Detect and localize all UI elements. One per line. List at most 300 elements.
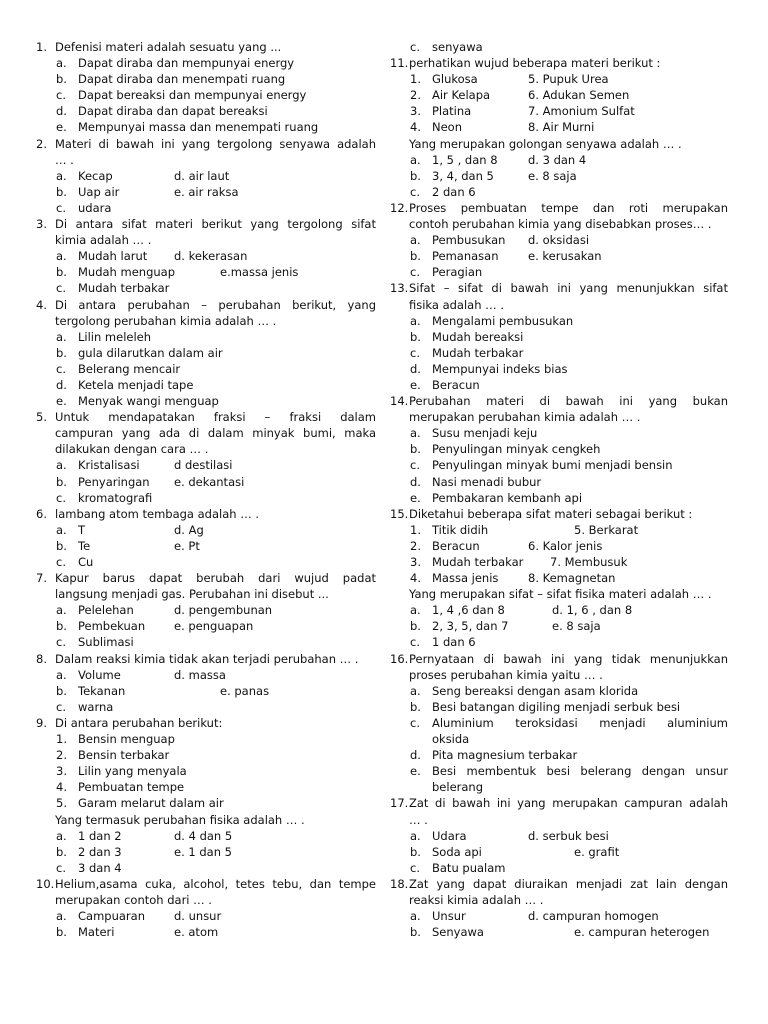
question-text: perhatikan wujud beberapa materi berikut : bbox=[409, 56, 661, 71]
option-text-second-column: e. penguapan bbox=[174, 619, 254, 634]
question-number: 6. bbox=[36, 506, 47, 521]
option-marker: a. bbox=[410, 313, 421, 328]
question-stem bbox=[36, 39, 376, 55]
option-text: Tekanan bbox=[78, 683, 126, 698]
option-marker: e. bbox=[410, 764, 421, 779]
answer-option bbox=[36, 184, 376, 200]
answer-option bbox=[390, 908, 728, 924]
option-text: Campuaran bbox=[78, 909, 145, 924]
option-text-second-column: e. atom bbox=[174, 925, 219, 940]
question-text: Untuk mendapatakan fraksi – fraksi dalam bbox=[55, 410, 376, 425]
option-text-second-column: d. Ag bbox=[174, 522, 204, 537]
option-text-second-column: 5. Pupuk Urea bbox=[528, 72, 609, 87]
option-marker: b. bbox=[56, 474, 67, 489]
option-text: Mempunyai massa dan menempati ruang bbox=[78, 120, 319, 135]
option-text: Pelelehan bbox=[78, 603, 134, 618]
answer-option bbox=[36, 329, 376, 345]
option-marker: b. bbox=[410, 168, 421, 183]
option-marker: b. bbox=[410, 329, 421, 344]
option-text: 3 dan 4 bbox=[78, 860, 122, 875]
question-text: Sifat – sifat di bawah ini yang menunjukkan sifat bbox=[409, 281, 728, 296]
answer-option bbox=[390, 763, 728, 779]
answer-option bbox=[36, 860, 376, 876]
option-marker: b. bbox=[56, 345, 67, 360]
question-text: contoh perubahan kimia yang disebabkan proses… . bbox=[409, 217, 712, 232]
option-text: Platina bbox=[432, 104, 472, 119]
option-text: 2 dan 3 bbox=[78, 844, 122, 859]
question-text: lambang atom tembaga adalah … . bbox=[55, 506, 260, 521]
option-marker: c. bbox=[56, 860, 66, 875]
option-text-second-column: d. air laut bbox=[174, 168, 230, 183]
option-marker: e. bbox=[56, 394, 67, 409]
answer-option bbox=[36, 200, 376, 216]
answer-option bbox=[36, 731, 376, 747]
answer-option bbox=[36, 554, 376, 570]
answer-option bbox=[390, 329, 728, 345]
option-text: Nasi menadi bubur bbox=[432, 474, 542, 489]
question-stem bbox=[390, 280, 728, 296]
option-text: Mempunyai indeks bias bbox=[432, 361, 568, 376]
option-marker: b. bbox=[56, 925, 67, 940]
option-marker: a. bbox=[56, 909, 67, 924]
question-number: 14. bbox=[390, 394, 409, 409]
question-number: 4. bbox=[36, 297, 47, 312]
question-stem bbox=[390, 393, 728, 409]
option-text: Mudah terbakar bbox=[432, 345, 524, 360]
answer-option bbox=[36, 747, 376, 763]
question-number: 2. bbox=[36, 136, 47, 151]
question-text: reaksi kimia adalah … . bbox=[409, 892, 544, 907]
answer-option bbox=[36, 683, 376, 699]
answer-option bbox=[390, 232, 728, 248]
option-marker: a. bbox=[56, 828, 67, 843]
question-text: Yang termasuk perubahan fisika adalah … . bbox=[55, 812, 305, 827]
option-text-second-column: d. massa bbox=[174, 667, 226, 682]
answer-option bbox=[36, 490, 376, 506]
option-text-second-column: d. oksidasi bbox=[528, 233, 590, 248]
option-marker: 1. bbox=[410, 72, 421, 87]
question-number: 17. bbox=[390, 796, 409, 811]
question-text: dilakukan dengan cara … . bbox=[55, 442, 209, 457]
question-stem bbox=[36, 136, 376, 152]
option-marker: e. bbox=[56, 120, 67, 135]
question-number: 1. bbox=[36, 40, 47, 54]
answer-option bbox=[390, 683, 728, 699]
option-marker: b. bbox=[410, 249, 421, 264]
option-marker: a. bbox=[56, 329, 67, 344]
option-text-second-column: 7. Membusuk bbox=[550, 555, 628, 569]
option-marker: c. bbox=[410, 265, 420, 280]
option-text: 1, 5 , dan 8 bbox=[432, 152, 498, 167]
option-marker: c. bbox=[56, 361, 66, 376]
option-text: Senyawa bbox=[432, 925, 484, 940]
option-text: Neon bbox=[432, 120, 463, 135]
answer-option bbox=[36, 538, 376, 554]
question-text: … . bbox=[55, 152, 74, 167]
option-text-second-column: 6. Kalor jenis bbox=[528, 538, 603, 553]
answer-option bbox=[390, 602, 728, 618]
question-stem-continuation bbox=[390, 409, 728, 425]
option-text: Dapat diraba dan dapat bereaksi bbox=[78, 104, 268, 119]
question-stem-continuation bbox=[36, 232, 376, 248]
option-marker: d. bbox=[410, 748, 421, 763]
option-marker: a. bbox=[56, 522, 67, 537]
answer-option bbox=[390, 699, 728, 715]
option-text-second-column: e. air raksa bbox=[174, 184, 239, 199]
option-text: Glukosa bbox=[432, 72, 478, 87]
answer-option bbox=[390, 457, 728, 473]
option-text-second-column: e. grafit bbox=[574, 844, 620, 859]
option-text: 2, 3, 5, dan 7 bbox=[432, 619, 509, 634]
question-stem bbox=[390, 55, 728, 71]
option-marker: 3. bbox=[410, 555, 421, 569]
answer-option bbox=[36, 168, 376, 184]
option-marker: 1. bbox=[56, 732, 67, 747]
option-text: Lilin meleleh bbox=[78, 329, 152, 344]
option-text: Beracun bbox=[432, 538, 480, 553]
option-text: Air Kelapa bbox=[432, 88, 491, 103]
option-marker: 3. bbox=[410, 104, 421, 119]
answer-option bbox=[390, 618, 728, 634]
option-text-second-column: e. Pt bbox=[174, 538, 200, 553]
answer-option bbox=[36, 103, 376, 119]
option-text: 3, 4, dan 5 bbox=[432, 168, 494, 183]
option-marker: b. bbox=[410, 844, 421, 859]
option-text: Dapat diraba dan menempati ruang bbox=[78, 72, 286, 87]
option-text: Mudah bereaksi bbox=[432, 329, 524, 344]
option-text: gula dilarutkan dalam air bbox=[78, 345, 223, 360]
answer-option bbox=[36, 361, 376, 377]
question-stem-continuation bbox=[36, 152, 376, 168]
question-text: Yang merupakan sifat – sifat fisika materi adalah … . bbox=[409, 587, 712, 602]
option-text: Penyulingan minyak bumi menjadi bensin bbox=[432, 458, 673, 473]
option-text-second-column: e.massa jenis bbox=[220, 265, 299, 280]
question-text: Defenisi materi adalah sesuatu yang ... bbox=[55, 40, 282, 54]
option-marker: d. bbox=[410, 361, 421, 376]
question-stem-continuation bbox=[36, 313, 376, 329]
option-marker: c. bbox=[410, 860, 420, 875]
question-number: 3. bbox=[36, 217, 47, 232]
question-stem bbox=[390, 876, 728, 892]
option-marker: b. bbox=[56, 72, 67, 87]
question-text: Pernyataan di bawah ini yang tidak menunjukkan bbox=[409, 651, 728, 666]
question-stem bbox=[390, 651, 728, 667]
answer-option bbox=[36, 248, 376, 264]
answer-option bbox=[36, 924, 376, 940]
answer-option bbox=[390, 345, 728, 361]
answer-option bbox=[390, 103, 728, 119]
answer-option bbox=[390, 152, 728, 168]
option-marker: a. bbox=[410, 909, 421, 924]
option-marker: a. bbox=[56, 603, 67, 618]
option-text-second-column: d. 4 dan 5 bbox=[174, 828, 233, 843]
option-text-second-column: e. campuran heterogen bbox=[574, 925, 710, 940]
option-text: Beracun bbox=[432, 377, 480, 392]
option-marker: a. bbox=[410, 828, 421, 843]
option-text: Dapat diraba dan mempunyai energy bbox=[78, 56, 295, 71]
option-marker: d. bbox=[56, 104, 67, 119]
answer-option bbox=[36, 667, 376, 683]
option-text: Menyak wangi menguap bbox=[78, 394, 219, 409]
option-marker: 1. bbox=[410, 522, 421, 537]
answer-option bbox=[390, 860, 728, 876]
option-text: udara bbox=[78, 200, 112, 215]
question-stem-continuation bbox=[390, 136, 728, 152]
question-stem-continuation bbox=[36, 586, 376, 602]
answer-option bbox=[36, 393, 376, 409]
option-text: Bensin menguap bbox=[78, 732, 175, 747]
answer-option bbox=[36, 828, 376, 844]
answer-option bbox=[390, 490, 728, 506]
question-stem-continuation bbox=[390, 667, 728, 683]
option-marker: c. bbox=[56, 281, 66, 296]
option-text: Peragian bbox=[432, 265, 483, 280]
option-text-second-column: e. 8 saja bbox=[528, 168, 577, 183]
option-text-second-column: d. 3 dan 4 bbox=[528, 152, 587, 167]
option-text: warna bbox=[78, 699, 114, 714]
option-text-second-column: d. serbuk besi bbox=[528, 828, 609, 843]
option-text: Cu bbox=[78, 555, 94, 569]
answer-option bbox=[36, 795, 376, 811]
answer-option bbox=[390, 313, 728, 329]
option-marker: b. bbox=[56, 844, 67, 859]
answer-option bbox=[390, 634, 728, 650]
option-text: Penyaringan bbox=[78, 474, 150, 489]
question-number: 7. bbox=[36, 571, 47, 586]
question-stem-continuation bbox=[390, 586, 728, 602]
option-marker: c. bbox=[56, 555, 66, 569]
option-marker: a. bbox=[56, 249, 67, 264]
answer-option bbox=[390, 828, 728, 844]
option-text: Sublimasi bbox=[78, 635, 134, 650]
option-text: Penyulingan minyak cengkeh bbox=[432, 442, 601, 457]
question-text: Perubahan materi di bawah ini yang bukan bbox=[409, 394, 728, 409]
option-text: Besi membentuk besi belerang dengan unsur bbox=[432, 764, 728, 779]
option-text: Aluminium teroksidasi menjadi aluminium bbox=[432, 715, 728, 730]
option-text: Garam melarut dalam air bbox=[78, 796, 224, 811]
question-number: 16. bbox=[390, 651, 409, 666]
option-text: Lilin yang menyala bbox=[78, 764, 187, 779]
answer-option bbox=[390, 779, 728, 795]
question-text: Di antara perubahan – perubahan berikut, yang bbox=[55, 297, 376, 312]
option-text: kromatografi bbox=[78, 490, 153, 505]
question-text: Zat di bawah ini yang merupakan campuran adalah bbox=[409, 796, 728, 811]
option-text: Mudah terbakar bbox=[78, 281, 170, 296]
question-stem bbox=[36, 409, 376, 425]
option-text-second-column: e. kerusakan bbox=[528, 249, 602, 264]
answer-option bbox=[390, 425, 728, 441]
option-text: 1 dan 6 bbox=[432, 635, 476, 650]
option-text-second-column: d. unsur bbox=[174, 909, 222, 924]
option-text-second-column: e. dekantasi bbox=[174, 474, 245, 489]
question-text: kimia adalah … . bbox=[55, 233, 152, 248]
question-text: fisika adalah … . bbox=[409, 297, 504, 312]
answer-option bbox=[36, 345, 376, 361]
option-marker: 4. bbox=[410, 571, 421, 586]
question-stem-continuation bbox=[36, 892, 376, 908]
option-marker: c. bbox=[410, 345, 420, 360]
question-text: Di antara perubahan berikut: bbox=[55, 715, 223, 730]
option-text: 2 dan 6 bbox=[432, 184, 476, 199]
left-column bbox=[36, 39, 376, 940]
answer-option bbox=[390, 715, 728, 731]
answer-option bbox=[390, 377, 728, 393]
question-text: tergolong perubahan kimia adalah … . bbox=[55, 313, 277, 328]
option-marker: 4. bbox=[410, 120, 421, 135]
option-marker: e. bbox=[410, 490, 421, 505]
question-text: Proses pembuatan tempe dan roti merupakan bbox=[409, 200, 728, 215]
option-text: Seng bereaksi dengan asam klorida bbox=[432, 683, 639, 698]
question-stem-continuation bbox=[390, 216, 728, 232]
option-marker: a. bbox=[410, 603, 421, 618]
option-text-second-column: d. pengembunan bbox=[174, 603, 273, 618]
question-stem bbox=[36, 876, 376, 892]
answer-option bbox=[36, 55, 376, 71]
option-text: Batu pualam bbox=[432, 860, 506, 875]
option-marker: a. bbox=[56, 168, 67, 183]
option-text: Kecap bbox=[78, 168, 113, 183]
option-marker: c. bbox=[56, 490, 66, 505]
answer-option bbox=[390, 168, 728, 184]
answer-option bbox=[36, 699, 376, 715]
option-text: Soda api bbox=[432, 844, 482, 859]
option-text: Pembakaran kembanh api bbox=[432, 490, 583, 505]
option-text: Belerang mencair bbox=[78, 361, 181, 376]
question-stem-continuation bbox=[36, 441, 376, 457]
question-text: Diketahui beberapa sifat materi sebagai berikut : bbox=[409, 506, 693, 521]
option-text-second-column: 6. Adukan Semen bbox=[528, 88, 630, 103]
answer-option bbox=[36, 119, 376, 135]
question-text: Kapur barus dapat berubah dari wujud padat bbox=[55, 571, 376, 586]
option-text-second-column: d. campuran homogen bbox=[528, 909, 659, 924]
option-text-second-column: 5. Berkarat bbox=[574, 522, 639, 537]
option-marker: a. bbox=[56, 458, 67, 473]
option-text: Mudah terbakar bbox=[432, 555, 524, 569]
question-text: Yang merupakan golongan senyawa adalah … . bbox=[409, 136, 682, 151]
option-marker: b. bbox=[410, 699, 421, 714]
question-stem-continuation bbox=[390, 892, 728, 908]
answer-option bbox=[390, 924, 728, 940]
option-marker: e. bbox=[410, 377, 421, 392]
answer-option bbox=[390, 522, 728, 538]
option-text: Mengalami pembusukan bbox=[432, 313, 574, 328]
answer-option bbox=[390, 39, 728, 55]
option-marker: b. bbox=[56, 538, 67, 553]
option-marker: b. bbox=[56, 265, 67, 280]
option-text: Susu menjadi keju bbox=[432, 426, 538, 441]
question-number: 12. bbox=[390, 200, 409, 215]
option-marker: a. bbox=[410, 426, 421, 441]
option-marker: c. bbox=[410, 635, 420, 650]
option-marker: c. bbox=[56, 88, 66, 103]
question-stem bbox=[36, 506, 376, 522]
answer-option bbox=[390, 184, 728, 200]
option-text: Pembekuan bbox=[78, 619, 146, 634]
question-text: Dalam reaksi kimia tidak akan terjadi perubahan … . bbox=[55, 651, 359, 666]
answer-option bbox=[390, 570, 728, 586]
option-text: 1 dan 2 bbox=[78, 828, 122, 843]
answer-option bbox=[390, 554, 728, 570]
answer-option bbox=[390, 441, 728, 457]
option-text: Pembuatan tempe bbox=[78, 780, 185, 795]
option-text-second-column: d. 1, 6 , dan 8 bbox=[552, 603, 633, 618]
answer-option bbox=[390, 71, 728, 87]
option-text-second-column: e. 1 dan 5 bbox=[174, 844, 232, 859]
question-stem bbox=[390, 795, 728, 811]
question-stem-continuation bbox=[36, 425, 376, 441]
option-text-second-column: e. 8 saja bbox=[552, 619, 601, 634]
question-number: 18. bbox=[390, 876, 409, 891]
option-marker: a. bbox=[410, 233, 421, 248]
option-marker: 5. bbox=[56, 796, 67, 811]
question-text: campuran yang ada di dalam minyak bumi, maka bbox=[55, 426, 376, 441]
question-number: 10. bbox=[36, 876, 55, 891]
right-column bbox=[390, 39, 728, 940]
question-stem bbox=[36, 216, 376, 232]
option-marker: c. bbox=[410, 40, 420, 54]
option-text: Unsur bbox=[432, 909, 466, 924]
question-text: langsung menjadi gas. Perubahan ini disebut ... bbox=[55, 587, 329, 602]
answer-option bbox=[390, 248, 728, 264]
option-marker: a. bbox=[56, 56, 67, 71]
answer-option bbox=[36, 87, 376, 103]
option-text-second-column: 7. Amonium Sulfat bbox=[528, 104, 635, 119]
option-marker: 2. bbox=[56, 748, 67, 763]
answer-option bbox=[36, 779, 376, 795]
option-marker: c. bbox=[56, 200, 66, 215]
option-text-second-column: 8. Air Murni bbox=[528, 120, 595, 135]
question-stem bbox=[36, 651, 376, 667]
option-text: Volume bbox=[78, 667, 121, 682]
option-text: oksida bbox=[432, 732, 470, 747]
question-number: 9. bbox=[36, 715, 47, 730]
option-text: Bensin terbakar bbox=[78, 748, 170, 763]
option-marker: b. bbox=[410, 442, 421, 457]
option-text: Mudah menguap bbox=[78, 265, 176, 280]
answer-option bbox=[390, 747, 728, 763]
option-marker: b. bbox=[410, 619, 421, 634]
question-number: 15. bbox=[390, 506, 409, 521]
answer-option bbox=[390, 474, 728, 490]
answer-option bbox=[36, 280, 376, 296]
question-stem bbox=[390, 200, 728, 216]
option-text: 1, 4 ,6 dan 8 bbox=[432, 603, 505, 618]
question-text: proses perubahan kimia yaitu … . bbox=[409, 667, 603, 682]
option-marker: c. bbox=[410, 715, 420, 730]
answer-option bbox=[36, 908, 376, 924]
answer-option bbox=[390, 361, 728, 377]
question-stem bbox=[36, 715, 376, 731]
option-text: Mudah larut bbox=[78, 249, 148, 264]
option-text-second-column: d destilasi bbox=[174, 458, 233, 473]
option-marker: a. bbox=[56, 667, 67, 682]
option-text: Uap air bbox=[78, 184, 120, 199]
option-marker: 3. bbox=[56, 764, 67, 779]
option-text-second-column: e. panas bbox=[220, 683, 270, 698]
answer-option bbox=[390, 87, 728, 103]
option-marker: 2. bbox=[410, 88, 421, 103]
question-text: Di antara sifat materi berikut yang tergolong sifat bbox=[55, 217, 376, 232]
option-marker: c. bbox=[56, 635, 66, 650]
option-marker: b. bbox=[56, 683, 67, 698]
option-text: T bbox=[78, 522, 86, 537]
option-marker: 4. bbox=[56, 780, 67, 795]
answer-option bbox=[36, 457, 376, 473]
answer-option bbox=[36, 763, 376, 779]
option-text: Udara bbox=[432, 828, 467, 843]
question-stem-continuation bbox=[390, 297, 728, 313]
answer-option bbox=[390, 119, 728, 135]
